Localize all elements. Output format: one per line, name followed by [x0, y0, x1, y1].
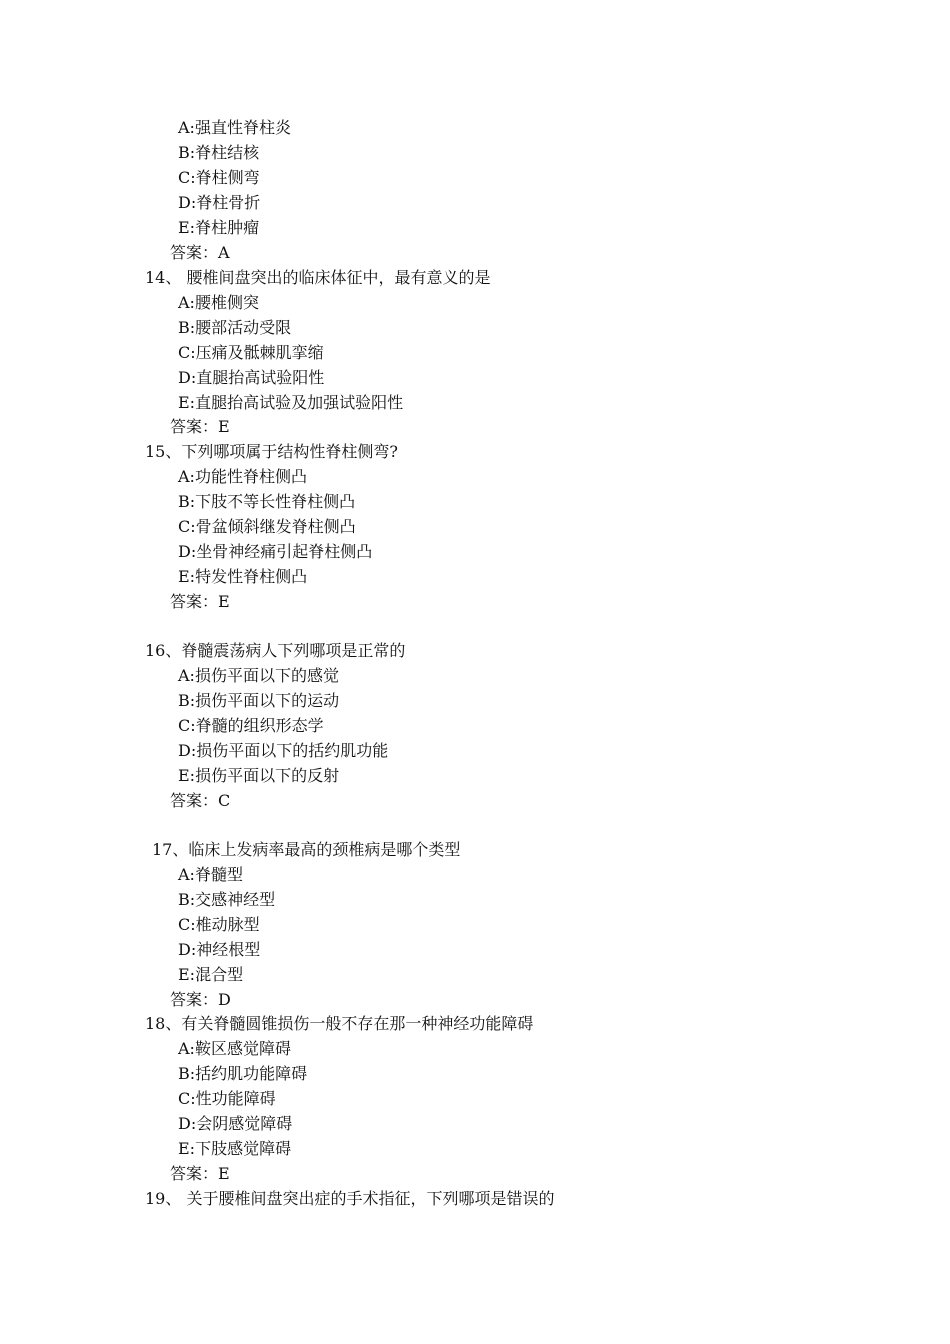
question-title-16: 16、脊髓震荡病人下列哪项是正常的: [145, 641, 406, 660]
answer-line: 答案：E: [170, 1164, 230, 1183]
option-b: B:括约肌功能障碍: [178, 1064, 308, 1083]
question-title-18: 18、有关脊髓圆锥损伤一般不存在那一种神经功能障碍: [145, 1014, 534, 1033]
answer-line: 答案：A: [170, 243, 230, 262]
answer-line: 答案：E: [170, 417, 230, 436]
option-a: A:功能性脊柱侧凸: [178, 467, 307, 486]
option-e: E:脊柱肿瘤: [178, 218, 260, 237]
option-e: E:损伤平面以下的反射: [178, 766, 340, 785]
option-c: C:脊柱侧弯: [178, 168, 260, 187]
option-a: A:腰椎侧突: [178, 293, 259, 312]
option-b: B:交感神经型: [178, 890, 276, 909]
option-b: B:损伤平面以下的运动: [178, 691, 340, 710]
option-e: E:混合型: [178, 965, 244, 984]
option-e: E:下肢感觉障碍: [178, 1139, 292, 1158]
option-d: D:会阴感觉障碍: [178, 1114, 293, 1133]
option-b: B:腰部活动受限: [178, 318, 292, 337]
option-a: A:鞍区感觉障碍: [178, 1039, 291, 1058]
option-a: A:损伤平面以下的感觉: [178, 666, 339, 685]
option-c: C:性功能障碍: [178, 1089, 276, 1108]
option-e: E:直腿抬高试验及加强试验阳性: [178, 393, 404, 412]
option-d: D:直腿抬高试验阳性: [178, 368, 325, 387]
option-b: B:脊柱结核: [178, 143, 260, 162]
question-title-19: 19、 关于腰椎间盘突出症的手术指征，下列哪项是错误的: [145, 1189, 555, 1208]
option-d: D:损伤平面以下的括约肌功能: [178, 741, 389, 760]
option-d: D:坐骨神经痛引起脊柱侧凸: [178, 542, 373, 561]
option-a: A:强直性脊柱炎: [178, 118, 291, 137]
question-title-17: 17、临床上发病率最高的颈椎病是哪个类型: [152, 840, 461, 859]
answer-line: 答案：E: [170, 592, 230, 611]
option-b: B:下肢不等长性脊柱侧凸: [178, 492, 356, 511]
option-c: C:骨盆倾斜继发脊柱侧凸: [178, 517, 356, 536]
answer-line: 答案：C: [170, 791, 231, 810]
answer-line: 答案：D: [170, 990, 231, 1009]
option-e: E:特发性脊柱侧凸: [178, 567, 308, 586]
option-c: C:脊髓的组织形态学: [178, 716, 324, 735]
question-title-14: 14、 腰椎间盘突出的临床体征中，最有意义的是: [145, 268, 491, 287]
option-c: C:椎动脉型: [178, 915, 260, 934]
question-title-15: 15、下列哪项属于结构性脊柱侧弯?: [145, 442, 398, 461]
option-d: D:脊柱骨折: [178, 193, 261, 212]
option-d: D:神经根型: [178, 940, 261, 959]
option-a: A:脊髓型: [178, 865, 243, 884]
option-c: C:压痛及骶棘肌挛缩: [178, 343, 324, 362]
